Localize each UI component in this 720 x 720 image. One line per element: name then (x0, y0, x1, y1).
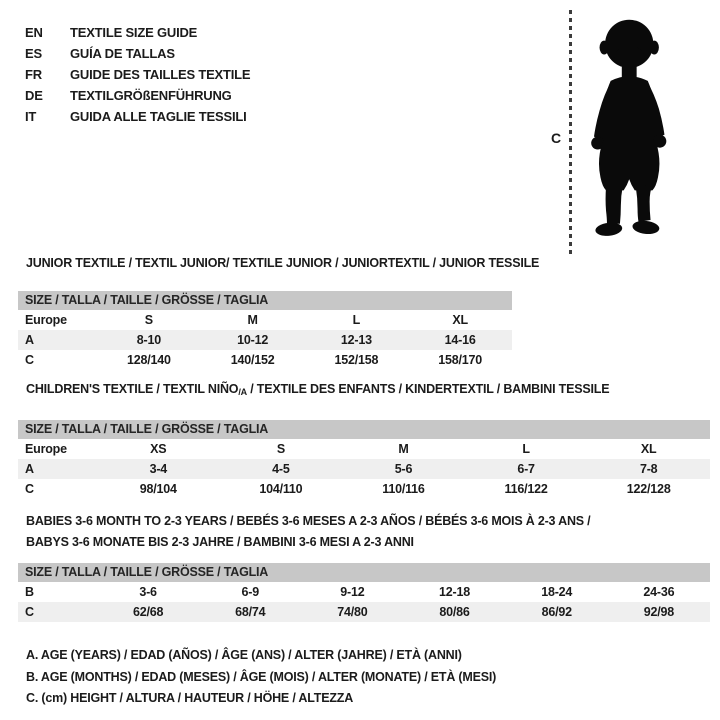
row-label: C (25, 482, 34, 496)
table-row (18, 479, 710, 499)
language-code: DE (25, 88, 43, 103)
table-cell: 4-5 (272, 462, 290, 476)
toddler-silhouette (581, 10, 683, 252)
footnote-b: B. AGE (MONTHS) / EDAD (MESES) / ÂGE (MOIS) / ALTER (MONATE) / ETÀ (MESI) (26, 669, 497, 684)
children-size-table (18, 439, 710, 499)
section-children-textile (0, 382, 720, 499)
row-label: A (25, 333, 34, 347)
row-label: Europe (25, 313, 67, 327)
babies-size-table (18, 582, 710, 622)
children-size-table-wrap (18, 420, 710, 499)
table-cell: 3-4 (149, 462, 168, 476)
table-cell: 10-12 (237, 333, 269, 347)
table-cell: 24-36 (643, 585, 675, 599)
section-babies-textile (0, 511, 720, 622)
table-cell: S (144, 313, 153, 327)
height-marker-line (569, 10, 572, 256)
table-cell: 8-10 (136, 333, 161, 347)
table-cell: 140/152 (230, 353, 275, 367)
size-table-header: SIZE / TALLA / TAILLE / GRÖSSE / TAGLIA (18, 563, 710, 582)
heading-text: / TEXTILE DES ENFANTS / KINDERTEXTIL / BAMBINI TESSILE (246, 382, 610, 396)
table-row (18, 330, 512, 350)
language-label: GUÍA DE TALLAS (70, 46, 175, 61)
row-label: B (25, 585, 34, 599)
table-cell: 3-6 (139, 585, 157, 599)
language-label: GUIDA ALLE TAGLIE TESSILI (70, 109, 247, 124)
table-cell: 116/122 (504, 482, 548, 496)
row-label: C (25, 605, 34, 619)
table-cell: 74/80 (337, 605, 368, 619)
table-row (18, 459, 710, 479)
table-cell: 12-18 (439, 585, 471, 599)
table-row (18, 350, 512, 370)
table-cell: XL (452, 313, 468, 327)
junior-size-table (18, 310, 512, 370)
table-cell: 68/74 (235, 605, 266, 619)
table-cell: S (276, 442, 285, 456)
table-cell: 7-8 (639, 462, 658, 476)
table-cell: 6-9 (241, 585, 259, 599)
language-row (25, 64, 250, 85)
footnote-a: A. AGE (YEARS) / EDAD (AÑOS) / ÂGE (ANS) / ALTER (JAHRE) / ETÀ (ANNI) (26, 648, 462, 662)
size-table-header: SIZE / TALLA / TAILLE / GRÖSSE / TAGLIA (18, 291, 512, 310)
language-code: FR (25, 67, 42, 82)
language-code: ES (25, 46, 42, 61)
section-heading (26, 382, 720, 399)
table-cell: L (352, 313, 361, 327)
table-cell: 6-7 (517, 462, 535, 476)
table-cell: 5-6 (394, 462, 413, 476)
table-cell: 14-16 (444, 333, 476, 347)
table-cell: M (247, 313, 258, 327)
table-cell: 98/104 (139, 482, 177, 496)
table-cell: 122/128 (626, 482, 671, 496)
footnote-c: C. (cm) HEIGHT / ALTURA / HAUTEUR / HÖHE / ALTEZZA (26, 691, 354, 705)
junior-size-table-wrap (18, 291, 512, 370)
babies-size-table-wrap (18, 563, 710, 622)
language-code: IT (25, 109, 37, 124)
table-row (18, 310, 512, 330)
table-cell: 104/110 (259, 482, 303, 496)
language-label: GUIDE DES TAILLES TEXTILE (70, 67, 251, 82)
table-cell: L (522, 442, 530, 456)
section-heading-line2: BABYS 3-6 MONATE BIS 2-3 JAHRE / BAMBINI 3-6 MESI A 2-3 ANNI (26, 535, 414, 549)
language-row (25, 106, 250, 127)
table-cell: M (398, 442, 409, 456)
table-cell: XS (150, 442, 167, 456)
table-cell: 158/170 (438, 353, 483, 367)
table-cell: 80/86 (439, 605, 470, 619)
language-row (25, 43, 250, 64)
table-row (18, 582, 710, 602)
table-cell: 86/92 (541, 605, 572, 619)
language-row (25, 85, 250, 106)
language-code: EN (25, 25, 43, 40)
language-title-list (25, 22, 250, 127)
table-cell: 128/140 (126, 353, 171, 367)
table-cell: 12-13 (340, 333, 372, 347)
table-cell: 92/98 (643, 605, 675, 619)
heading-text: CHILDREN'S TEXTILE / TEXTIL NIÑO (26, 382, 239, 396)
language-row (25, 22, 250, 43)
size-figure (545, 8, 715, 260)
footnote-legend (26, 645, 496, 710)
language-label: TEXTILGRÖßENFÜHRUNG (70, 88, 232, 103)
row-label: Europe (25, 442, 67, 456)
heading-subscript: /A (238, 387, 247, 397)
row-label: C (25, 353, 34, 367)
language-label: TEXTILE SIZE GUIDE (70, 25, 198, 40)
table-cell: 9-12 (340, 585, 365, 599)
table-cell: 18-24 (541, 585, 573, 599)
section-heading-line1: BABIES 3-6 MONTH TO 2-3 YEARS / BEBÉS 3-6 MESES A 2-3 AÑOS / BÉBÉS 3-6 MOIS À 2-3 ANS / (26, 514, 591, 528)
table-row (18, 602, 710, 622)
section-heading: JUNIOR TEXTILE / TEXTIL JUNIOR/ TEXTILE JUNIOR / JUNIORTEXTIL / JUNIOR TESSILE (26, 256, 540, 270)
table-cell: 62/68 (132, 605, 164, 619)
table-cell: 110/116 (382, 482, 425, 496)
table-cell: XL (640, 442, 657, 456)
height-marker-label: C (551, 130, 561, 146)
table-cell: 152/158 (334, 353, 379, 367)
section-junior-textile (0, 256, 720, 370)
size-table-header: SIZE / TALLA / TAILLE / GRÖSSE / TAGLIA (18, 420, 710, 439)
row-label: A (25, 462, 34, 476)
table-row (18, 439, 710, 459)
